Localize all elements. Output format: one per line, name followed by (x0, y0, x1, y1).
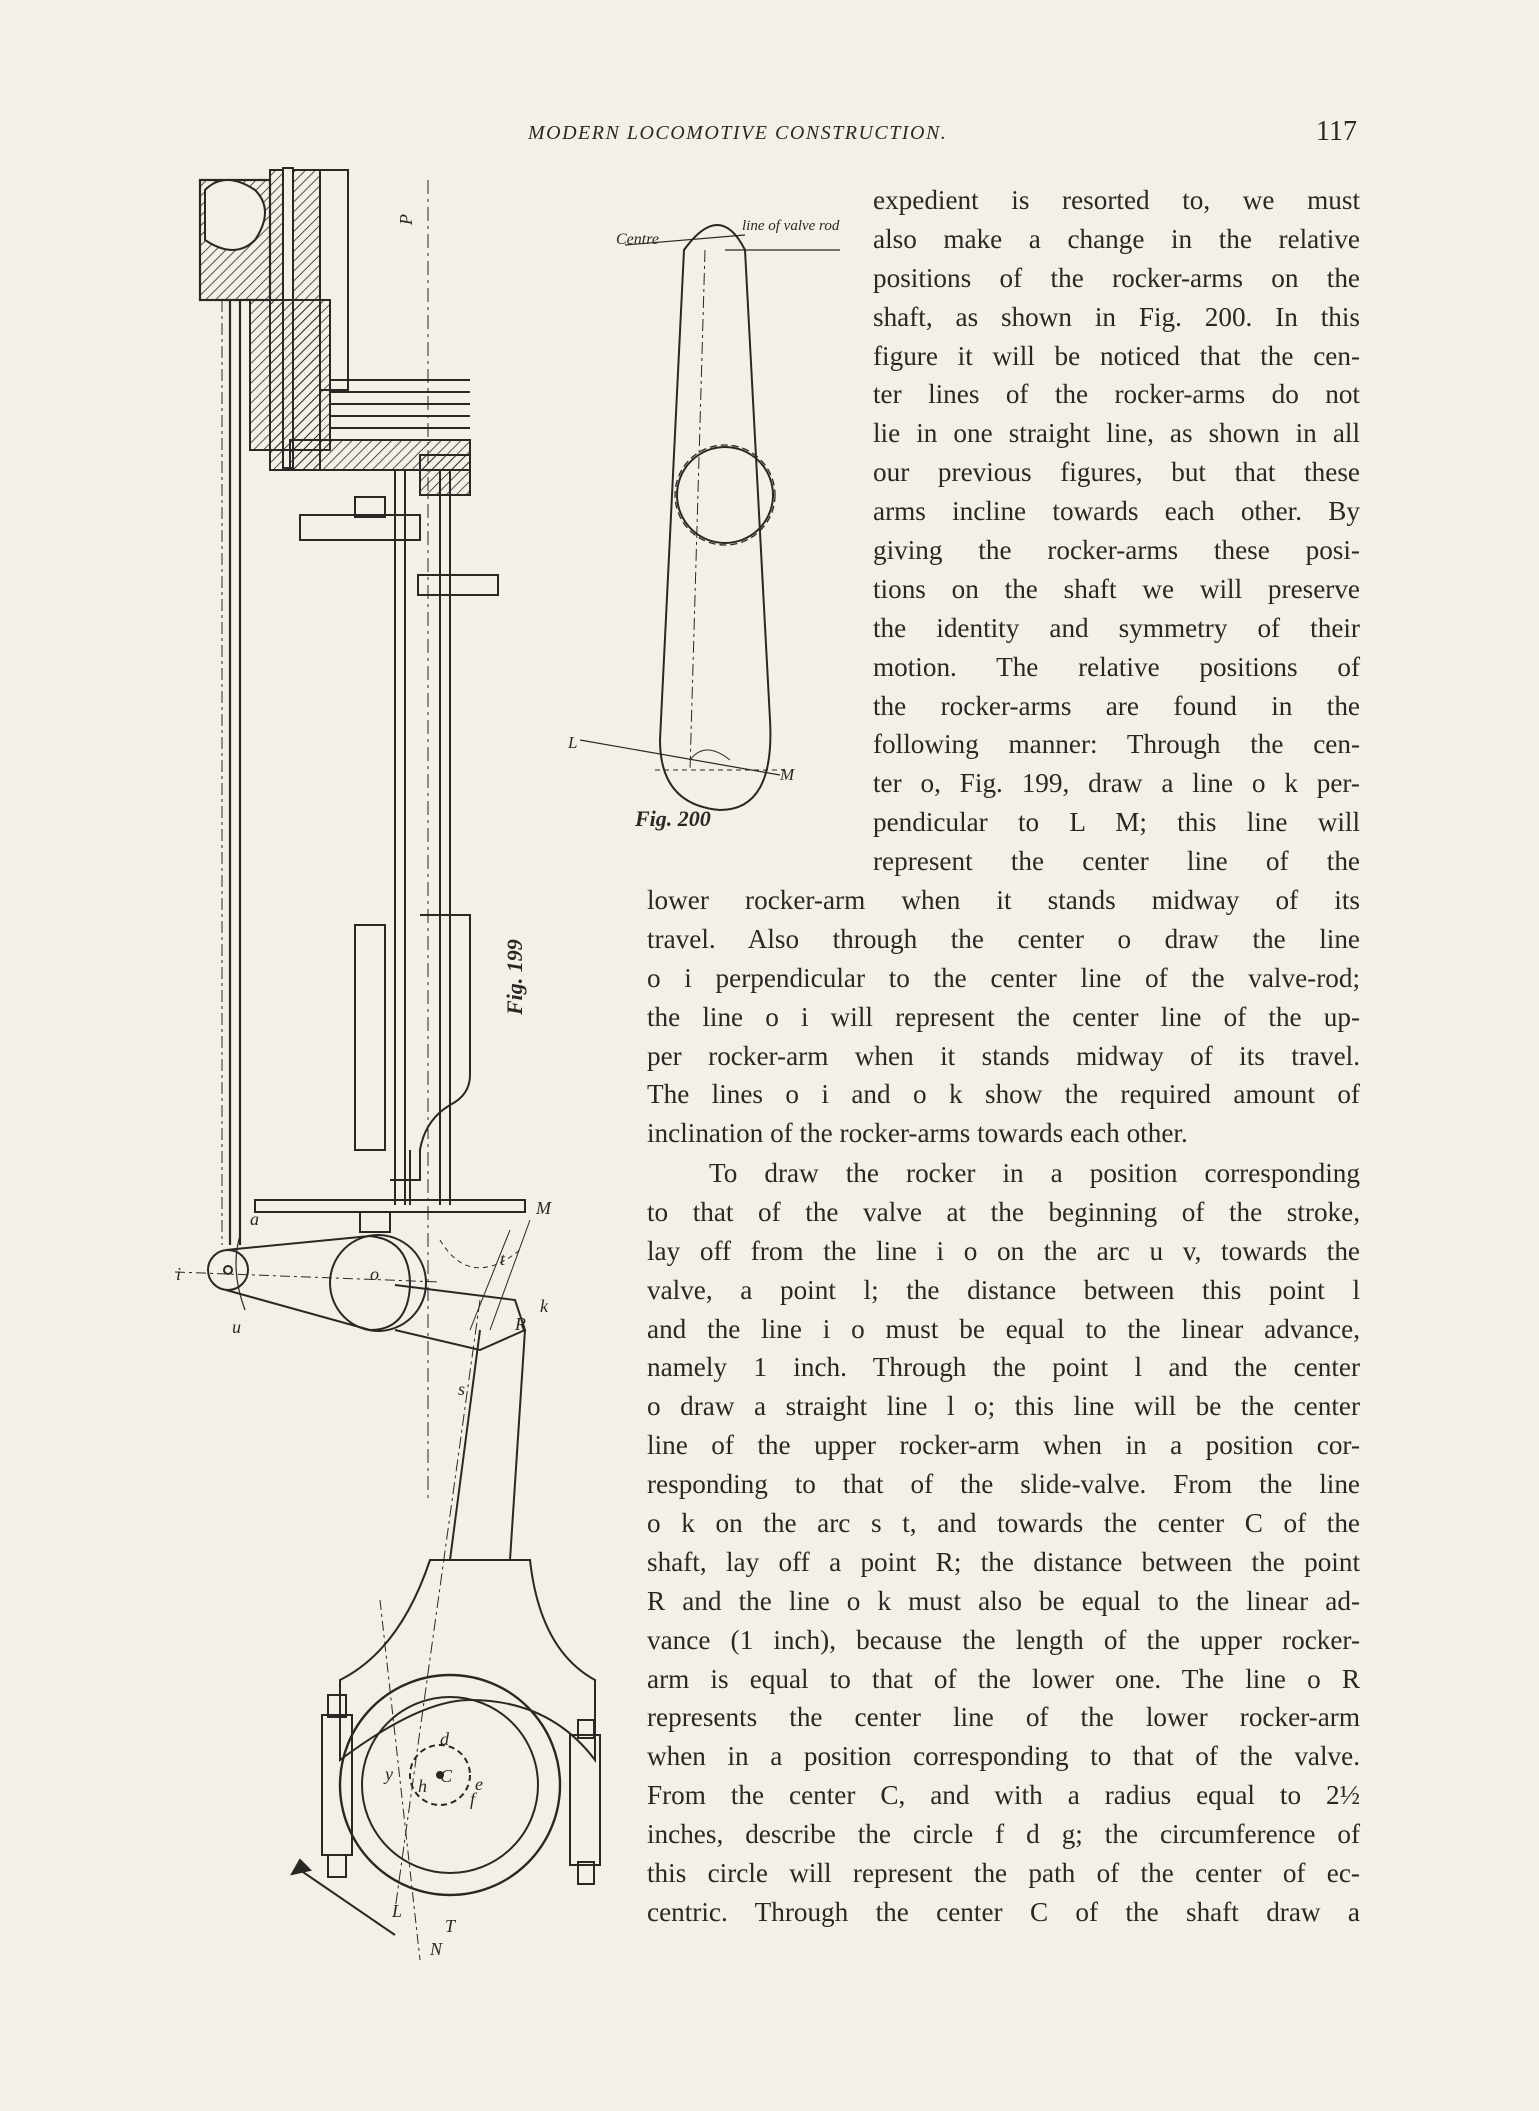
text-line: arms incline towards each other. By (873, 496, 1360, 527)
text-line: centric. Through the center C of the shaft draw a (647, 1896, 1360, 1927)
text-line: per rocker-arm when it stands midway of its travel. (647, 1040, 1360, 1071)
label-h: h (418, 1776, 427, 1796)
text-line: line of the upper rocker-arm when in a position cor- (647, 1430, 1360, 1461)
label-C: C (440, 1766, 453, 1786)
figure-199 (175, 168, 600, 1960)
text-line: when in a position corresponding to that of the valve. (647, 1741, 1360, 1772)
label-s: s (458, 1379, 466, 1399)
text-line: R and the line o k must also be equal to the linear ad- (647, 1585, 1360, 1616)
label-L: L (392, 1901, 403, 1921)
label-i: i (176, 1264, 182, 1284)
label-f: f (470, 1789, 476, 1809)
text-line: inclination of the rocker-arms towards each other. (647, 1118, 1188, 1149)
text-line: represents the center line of the lower rocker-arm (647, 1702, 1360, 1733)
label-M-fig200: M (780, 765, 795, 784)
text-line: following manner: Through the cen- (873, 729, 1360, 760)
label-line-of-valve-rod: line of valve rod (742, 218, 840, 234)
text-line: shaft, lay off a point R; the distance between the point (647, 1546, 1360, 1577)
text-line: and the line i o must be equal to the linear advance, (647, 1313, 1360, 1344)
label-a: a (250, 1209, 259, 1229)
text-line: pendicular to L M; this line will (873, 807, 1360, 838)
text-line: positions of the rocker-arms on the (873, 262, 1360, 293)
text-line: namely 1 inch. Through the point l and the center (647, 1352, 1360, 1383)
paragraph-2 (647, 1154, 1360, 1932)
fig-199-caption: Fig. 199 (502, 939, 527, 1015)
label-P: P (396, 214, 416, 225)
text-line: this circle will represent the path of the center of ec- (647, 1858, 1360, 1889)
text-line: figure it will be noticed that the cen- (873, 340, 1360, 371)
text-line: shaft, as shown in Fig. 200. In this (873, 301, 1360, 332)
text-line: giving the rocker-arms these posi- (873, 535, 1360, 566)
text-line: inches, describe the circle f d g; the circumference of (647, 1819, 1360, 1850)
text-line: tions on the shaft we will preserve (873, 573, 1360, 604)
paragraph-1-continued (647, 881, 1360, 1153)
text-line: responding to that of the slide-valve. From the line (647, 1469, 1360, 1500)
text-line: vance (1 inch), because the length of the upper rocker- (647, 1624, 1360, 1655)
text-line: to that of the valve at the beginning of the stroke, (647, 1196, 1360, 1227)
text-line: the rocker-arms are found in the (873, 690, 1360, 721)
figure-200-labels (567, 218, 840, 831)
figure-200 (580, 225, 840, 810)
text-line: expedient is resorted to, we must (873, 185, 1360, 215)
upper-rocker-arm (175, 1235, 440, 1331)
fig-200-caption: Fig. 200 (635, 806, 711, 831)
label-y: y (385, 1764, 393, 1784)
text-line: the identity and symmetry of their (873, 612, 1360, 643)
text-line: the line o i will represent the center line of the up- (647, 1001, 1360, 1032)
text-line: o i perpendicular to the center line of the valve-rod; (647, 962, 1360, 993)
label-u: u (232, 1317, 241, 1337)
label-e: e (475, 1774, 483, 1794)
text-line: o draw a straight line l o; this line will be the center (647, 1391, 1360, 1422)
text-line: represent the center line of the (873, 846, 1360, 877)
page-number: 117 (1316, 116, 1357, 147)
label-o: o (370, 1264, 379, 1284)
text-line: ter lines of the rocker-arms do not (873, 379, 1360, 410)
text-line: valve, a point l; the distance between this point l (647, 1274, 1360, 1305)
text-line: The lines o i and o k show the required amount of (647, 1079, 1360, 1110)
label-T: T (445, 1916, 456, 1936)
text-line: our previous figures, but that these (873, 457, 1360, 488)
running-title: MODERN LOCOMOTIVE CONSTRUCTION. (528, 122, 948, 144)
label-R: R (515, 1314, 526, 1334)
text-line: travel. Also through the center o draw the line (647, 923, 1360, 954)
label-k: k (540, 1296, 548, 1316)
text-line: To draw the rocker in a position corresponding (709, 1158, 1360, 1188)
label-N: N (430, 1939, 443, 1959)
text-line: o k on the arc s t, and towards the center C of the (647, 1508, 1360, 1539)
text-line: lower rocker-arm when it stands midway of its (647, 885, 1360, 915)
label-t: t (500, 1249, 506, 1269)
figure-199-labels (176, 214, 552, 1959)
text-line: From the center C, and with a radius equal to 2½ (647, 1780, 1360, 1811)
text-line: also make a change in the relative (873, 223, 1360, 254)
text-line: lie in one straight line, as shown in all (873, 418, 1360, 449)
label-M: M (536, 1198, 551, 1218)
label-centre: Centre (616, 231, 659, 248)
text-line: motion. The relative positions of (873, 651, 1360, 682)
label-d: d (440, 1729, 449, 1749)
text-line: arm is equal to that of the lower one. The line o R (647, 1663, 1360, 1694)
text-line: lay off from the line i o on the arc u v, towards the (647, 1235, 1360, 1266)
paragraph-1-narrow (873, 181, 1360, 881)
text-line: ter o, Fig. 199, draw a line o k per- (873, 768, 1360, 799)
label-L-fig200: L (568, 733, 578, 752)
